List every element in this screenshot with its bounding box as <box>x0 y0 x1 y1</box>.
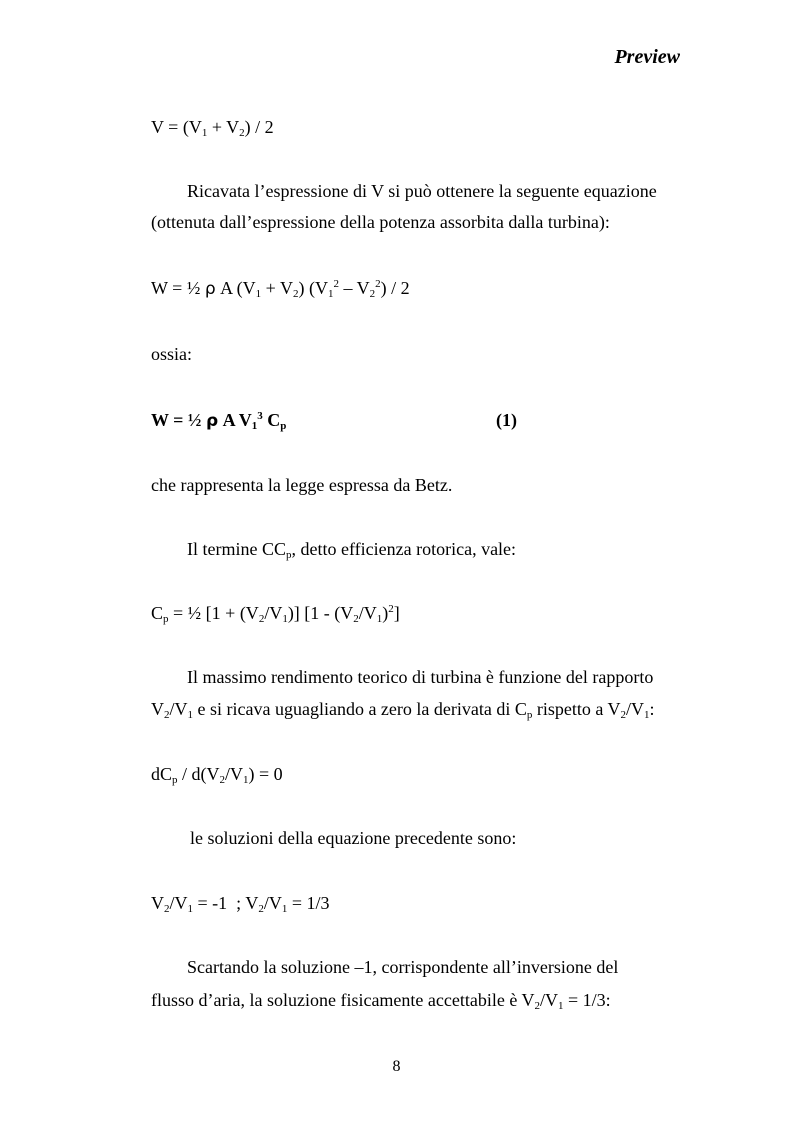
equation-solutions: $V_2/V_1 = -1$ ; $V_2/V_1 = 1/3$ <box>151 893 330 915</box>
paragraph-cp-intro: Il termine $CC_p$, detto efficienza rotorica, vale: <box>187 539 517 561</box>
page-header-title: Preview <box>614 46 680 68</box>
paragraph-max-line1: Il massimo rendimento teorico di turbina è funzione del rapporto <box>187 667 654 687</box>
page-number: 8 <box>392 1058 401 1075</box>
equation-betz-law: W = ½ ρ A $V_1^3$ $C_p$ <box>151 410 287 432</box>
paragraph-intro-line1: Ricavata l’espressione di V si può ottenere la seguente equazione <box>187 181 657 201</box>
equation-mean-velocity: $V = (V_1 + V_2) / 2$ <box>151 117 274 139</box>
paragraph-max-line2: $V_2/V_1$ e si ricava uguagliando a zero la derivata di $C_p$ rispetto a $V_2/V_1$: <box>151 699 655 721</box>
equation-power: W = ½ ρ A $(V_1 + V_2)$ $(V_1^2 - V_2^2) / 2$ <box>151 278 410 300</box>
equation-cp: $C_p$ = ½ $[1 + (V_2/V_1)]$ $[1 - (V_2/V_1)^2]$ <box>151 603 400 625</box>
paragraph-intro-line2: (ottenuta dall’espressione della potenza assorbita dalla turbina): <box>151 212 610 232</box>
text-ossia: ossia: <box>151 344 193 364</box>
paragraph-solutions: le soluzioni della equazione precedente sono: <box>190 828 517 848</box>
equation-number: (1) <box>496 410 517 430</box>
paragraph-discard-line1: Scartando la soluzione –1, corrispondente all’inversione del <box>187 957 619 977</box>
paragraph-discard-line2: flusso d’aria, la soluzione fisicamente accettabile è $V_2/V_1 = 1/3$: <box>151 990 611 1012</box>
equation-derivative: $dC_p / d(V_2/V_1) = 0$ <box>151 764 283 786</box>
paragraph-betz: che rappresenta la legge espressa da Betz. <box>151 475 453 495</box>
